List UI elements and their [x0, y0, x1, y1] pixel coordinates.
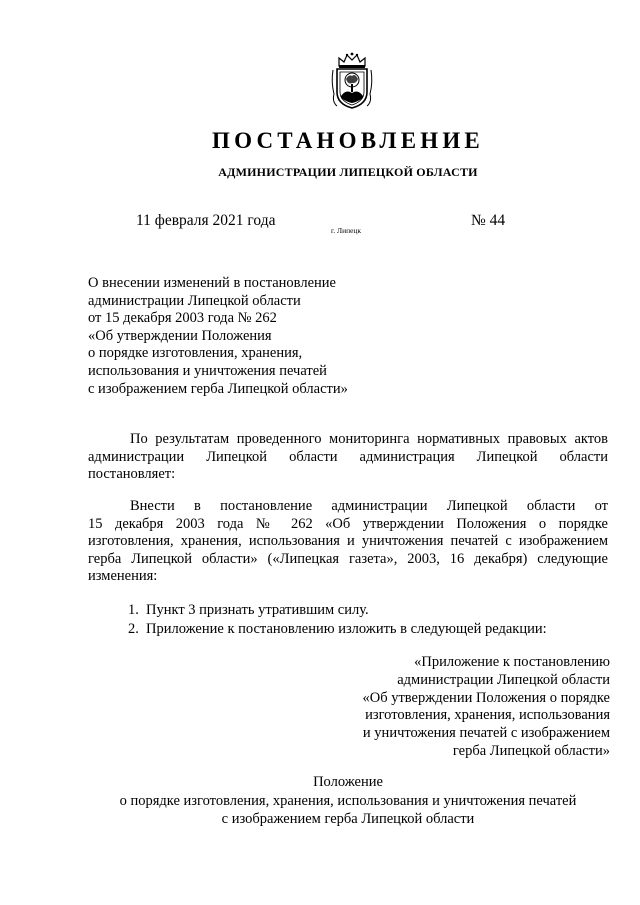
body-line: Внести в постановление администрации Липецкой области от: [130, 498, 608, 514]
list-item-text: Пункт 3 признать утратившим силу.: [146, 602, 369, 618]
body-line: изменения:: [88, 568, 158, 585]
preamble-line: По результатам проведенного мониторинга нормативных правовых актов: [130, 431, 608, 447]
list-item: [128, 601, 547, 620]
preamble-line: администрации Липецкой области администрация Липецкой области: [88, 448, 608, 465]
subject-line: использования и уничтожения печатей: [88, 362, 327, 379]
regulation-title: Положение: [313, 774, 383, 790]
changes-list: [128, 601, 547, 638]
document-city: г. Липецк: [331, 226, 362, 235]
appendix-line: администрации Липецкой области: [397, 671, 610, 688]
body-line: 15 декабря 2003 года № 262 «Об утверждении Положения о порядке: [88, 515, 608, 532]
subject-line: о порядке изготовления, хранения,: [88, 345, 303, 362]
appendix-line: «Об утверждении Положения о порядке: [362, 689, 610, 706]
regulation-subtitle-line: с изображением герба Липецкой области: [221, 811, 475, 827]
list-item: [128, 620, 547, 639]
coat-of-arms-icon: [329, 52, 375, 110]
appendix-line: изготовления, хранения, использования: [365, 707, 610, 724]
preamble-paragraph: [88, 431, 608, 484]
document-number: № 44: [471, 212, 506, 229]
body-paragraph: [88, 498, 608, 586]
appendix-line: и уничтожения печатей с изображением: [362, 725, 610, 742]
list-item-number: 1.: [128, 602, 139, 618]
document-title: ПОСТАНОВЛЕНИЕ: [212, 128, 484, 153]
appendix-line: «Приложение к постановлению: [414, 654, 610, 670]
appendix-heading: [362, 654, 610, 761]
document-subject: [88, 275, 348, 398]
body-line: герба Липецкой области» («Липецкая газета», 2003, 16 декабря) следующие: [88, 550, 608, 567]
subject-line: «Об утверждении Положения: [88, 327, 272, 344]
body-line: изготовления, хранения, использования и уничтожения печатей с изображением: [88, 533, 608, 550]
appendix-line: герба Липецкой области»: [452, 742, 610, 759]
preamble-line: постановляет:: [88, 466, 176, 483]
list-item-text: Приложение к постановлению изложить в следующей редакции:: [146, 620, 547, 637]
document-date: 11 февраля 2021 года: [136, 212, 276, 229]
subject-line: О внесении изменений в постановление: [88, 275, 336, 291]
subject-line: от 15 декабря 2003 года № 262: [88, 310, 277, 327]
subject-line: с изображением герба Липецкой области»: [88, 380, 348, 397]
document-subtitle: АДМИНИСТРАЦИИ ЛИПЕЦКОЙ ОБЛАСТИ: [218, 165, 478, 179]
regulation-subtitle-line: о порядке изготовления, хранения, использования и уничтожения печатей: [119, 793, 577, 809]
subject-line: администрации Липецкой области: [88, 292, 301, 309]
list-item-number: 2.: [128, 620, 139, 637]
